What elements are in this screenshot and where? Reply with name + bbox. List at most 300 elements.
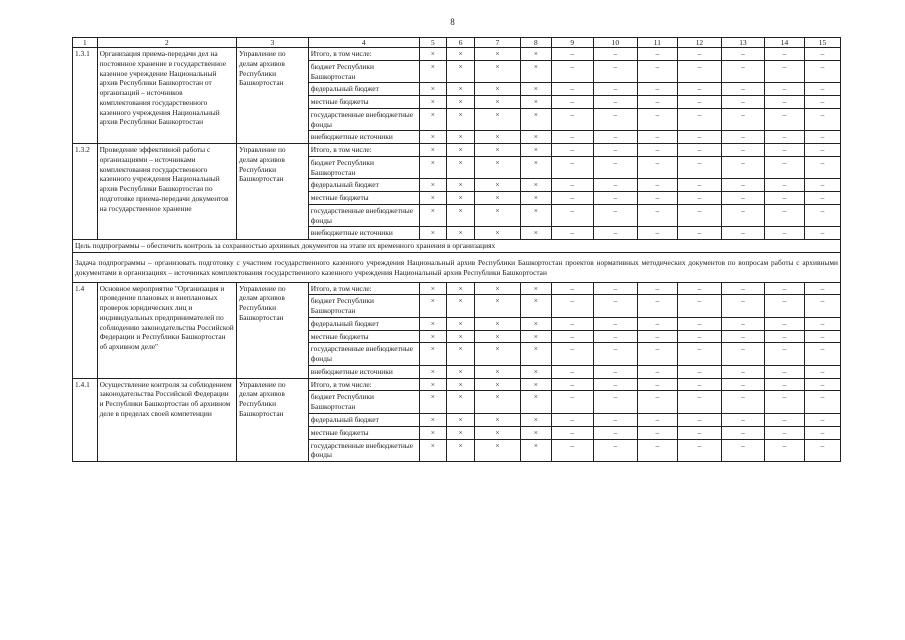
value-cell: ×	[521, 227, 552, 240]
funding-source-label: внебюджетные источники	[308, 131, 419, 144]
page-number: 8	[450, 17, 455, 27]
value-cell: ×	[419, 343, 447, 366]
value-cell: –	[677, 365, 721, 378]
value-cell: –	[677, 60, 721, 83]
value-cell: ×	[474, 227, 520, 240]
value-cell: ×	[521, 179, 552, 192]
col-header: 5	[419, 38, 447, 48]
value-cell: ×	[419, 295, 447, 318]
value-cell: ×	[521, 83, 552, 96]
value-cell: –	[677, 282, 721, 295]
value-cell: ×	[419, 378, 447, 391]
value-cell: –	[804, 365, 840, 378]
funding-source-label: внебюджетные источники	[308, 365, 419, 378]
value-cell: –	[804, 439, 840, 462]
value-cell: –	[804, 330, 840, 343]
value-cell: ×	[419, 439, 447, 462]
value-cell: ×	[447, 108, 475, 131]
value-cell: –	[765, 48, 805, 61]
item-executor: Управление по делам архивов Республики Башкортостан	[237, 378, 309, 461]
funding-source-label: бюджет Республики Башкортостан	[308, 60, 419, 83]
col-header: 6	[447, 38, 475, 48]
value-cell: –	[551, 378, 593, 391]
value-cell: –	[637, 227, 677, 240]
funding-source-label: федеральный бюджет	[308, 83, 419, 96]
value-cell: –	[677, 378, 721, 391]
col-header: 2	[97, 38, 236, 48]
value-cell: ×	[474, 391, 520, 414]
value-cell: –	[677, 156, 721, 179]
col-header: 7	[474, 38, 520, 48]
value-cell: ×	[419, 156, 447, 179]
value-cell: –	[765, 192, 805, 205]
value-cell: –	[551, 192, 593, 205]
value-cell: –	[593, 156, 637, 179]
value-cell: –	[721, 378, 764, 391]
funding-source-label: государственные внебюджетные фонды	[308, 343, 419, 366]
value-cell: ×	[419, 192, 447, 205]
value-cell: ×	[419, 330, 447, 343]
value-cell: –	[804, 317, 840, 330]
value-cell: ×	[474, 131, 520, 144]
value-cell: –	[637, 365, 677, 378]
value-cell: ×	[521, 144, 552, 157]
value-cell: ×	[474, 108, 520, 131]
value-cell: ×	[447, 391, 475, 414]
value-cell: –	[551, 204, 593, 227]
table-body-goal	[73, 240, 841, 282]
value-cell: –	[765, 365, 805, 378]
item-number: 1.3.1	[73, 48, 98, 144]
value-cell: –	[677, 83, 721, 96]
value-cell: –	[721, 391, 764, 414]
value-cell: –	[551, 131, 593, 144]
col-header: 13	[721, 38, 764, 48]
value-cell: ×	[521, 96, 552, 109]
funding-source-label: бюджет Республики Башкортостан	[308, 295, 419, 318]
value-cell: ×	[447, 365, 475, 378]
value-cell: –	[721, 413, 764, 426]
value-cell: ×	[474, 439, 520, 462]
value-cell: –	[637, 192, 677, 205]
value-cell: –	[593, 295, 637, 318]
item-name: Проведение эффективной работы с организациями – источниками комплектования государственного казенного учреждения Национальный архив Республики Башкортостан по подготовке приема-передачи документов на государственное хранение	[97, 144, 236, 240]
value-cell: ×	[521, 391, 552, 414]
value-cell: ×	[419, 83, 447, 96]
value-cell: ×	[447, 83, 475, 96]
funding-source-label: местные бюджеты	[308, 426, 419, 439]
value-cell: ×	[521, 317, 552, 330]
value-cell: –	[677, 426, 721, 439]
value-cell: –	[804, 96, 840, 109]
value-cell: –	[721, 83, 764, 96]
value-cell: ×	[521, 365, 552, 378]
value-cell: –	[721, 343, 764, 366]
value-cell: –	[593, 391, 637, 414]
value-cell: –	[677, 48, 721, 61]
value-cell: –	[677, 144, 721, 157]
value-cell: –	[804, 131, 840, 144]
value-cell: ×	[419, 108, 447, 131]
funding-source-label: Итого, в том числе:	[308, 48, 419, 61]
value-cell: ×	[474, 330, 520, 343]
item-name: Основное мероприятие "Организация и проведение плановых и внеплановых проверок юридических лиц и индивидуальных предпринимателей по соблюдению законодательства Российской Федерации и Республики Башкортостан об архивном деле"	[97, 282, 236, 378]
value-cell: ×	[447, 439, 475, 462]
funding-source-label: федеральный бюджет	[308, 179, 419, 192]
value-cell: ×	[521, 439, 552, 462]
funding-source-label: Итого, в том числе:	[308, 282, 419, 295]
value-cell: –	[637, 426, 677, 439]
value-cell: ×	[419, 282, 447, 295]
value-cell: –	[637, 96, 677, 109]
value-cell: –	[637, 48, 677, 61]
value-cell: ×	[474, 413, 520, 426]
value-cell: –	[637, 391, 677, 414]
value-cell: ×	[474, 282, 520, 295]
value-cell: –	[637, 282, 677, 295]
value-cell: ×	[447, 96, 475, 109]
value-cell: –	[804, 60, 840, 83]
value-cell: –	[551, 413, 593, 426]
value-cell: ×	[419, 48, 447, 61]
col-header: 4	[308, 38, 419, 48]
value-cell: –	[677, 227, 721, 240]
value-cell: –	[551, 426, 593, 439]
value-cell: ×	[521, 48, 552, 61]
col-header: 1	[73, 38, 98, 48]
value-cell: –	[677, 391, 721, 414]
value-cell: –	[721, 295, 764, 318]
value-cell: –	[637, 439, 677, 462]
value-cell: –	[765, 179, 805, 192]
value-cell: –	[593, 317, 637, 330]
value-cell: –	[551, 317, 593, 330]
task-text: Задача подпрограммы – организовать подготовку с участием государственного казенного учреждения Национальный архив Республики Башкортостан проектов нормативных методических документов по вопросам работы с архивными документами в организациях – источниках комплектования государственного казенного учреждения Национальный архив Республики Башкортостан	[73, 253, 841, 283]
value-cell: ×	[447, 413, 475, 426]
item-number: 1.4	[73, 282, 98, 378]
table-row	[73, 282, 841, 295]
value-cell: –	[637, 378, 677, 391]
value-cell: –	[637, 108, 677, 131]
value-cell: –	[765, 282, 805, 295]
funding-source-label: государственные внебюджетные фонды	[308, 204, 419, 227]
funding-source-label: Итого, в том числе:	[308, 378, 419, 391]
funding-source-label: федеральный бюджет	[308, 317, 419, 330]
value-cell: –	[593, 192, 637, 205]
funding-source-label: государственные внебюджетные фонды	[308, 439, 419, 462]
value-cell: –	[677, 96, 721, 109]
value-cell: –	[677, 131, 721, 144]
value-cell: –	[804, 179, 840, 192]
value-cell: ×	[419, 365, 447, 378]
value-cell: –	[765, 144, 805, 157]
value-cell: ×	[474, 156, 520, 179]
item-executor: Управление по делам архивов Республики Башкортостан	[237, 144, 309, 240]
funding-source-label: федеральный бюджет	[308, 413, 419, 426]
value-cell: ×	[419, 317, 447, 330]
col-header: 10	[593, 38, 637, 48]
value-cell: –	[677, 179, 721, 192]
value-cell: –	[804, 108, 840, 131]
value-cell: –	[804, 378, 840, 391]
value-cell: –	[677, 192, 721, 205]
value-cell: ×	[521, 131, 552, 144]
value-cell: –	[721, 204, 764, 227]
value-cell: –	[721, 227, 764, 240]
value-cell: –	[551, 282, 593, 295]
value-cell: –	[804, 156, 840, 179]
value-cell: ×	[474, 83, 520, 96]
value-cell: –	[765, 108, 805, 131]
value-cell: –	[721, 426, 764, 439]
table-row	[73, 378, 841, 391]
value-cell: –	[721, 179, 764, 192]
value-cell: –	[637, 144, 677, 157]
value-cell: ×	[521, 108, 552, 131]
value-cell: ×	[474, 343, 520, 366]
value-cell: ×	[419, 144, 447, 157]
value-cell: –	[677, 295, 721, 318]
value-cell: –	[593, 413, 637, 426]
table-body-upper	[73, 48, 841, 240]
value-cell: –	[551, 330, 593, 343]
value-cell: –	[551, 108, 593, 131]
value-cell: –	[677, 413, 721, 426]
value-cell: –	[593, 439, 637, 462]
value-cell: –	[593, 179, 637, 192]
value-cell: –	[551, 48, 593, 61]
value-cell: ×	[521, 343, 552, 366]
value-cell: ×	[474, 365, 520, 378]
value-cell: ×	[474, 295, 520, 318]
value-cell: ×	[447, 131, 475, 144]
value-cell: –	[551, 156, 593, 179]
value-cell: ×	[447, 179, 475, 192]
value-cell: –	[765, 295, 805, 318]
value-cell: –	[721, 317, 764, 330]
funding-source-label: внебюджетные источники	[308, 227, 419, 240]
value-cell: –	[721, 48, 764, 61]
value-cell: –	[551, 343, 593, 366]
value-cell: ×	[474, 60, 520, 83]
value-cell: ×	[419, 60, 447, 83]
value-cell: –	[765, 391, 805, 414]
value-cell: –	[677, 439, 721, 462]
value-cell: –	[593, 144, 637, 157]
value-cell: –	[593, 108, 637, 131]
item-number: 1.4.1	[73, 378, 98, 461]
value-cell: ×	[447, 204, 475, 227]
funding-source-label: бюджет Республики Башкортостан	[308, 156, 419, 179]
value-cell: –	[721, 156, 764, 179]
value-cell: –	[765, 439, 805, 462]
value-cell: –	[804, 343, 840, 366]
value-cell: –	[765, 60, 805, 83]
value-cell: ×	[521, 426, 552, 439]
value-cell: ×	[474, 48, 520, 61]
value-cell: ×	[521, 295, 552, 318]
value-cell: –	[637, 83, 677, 96]
col-header: 11	[637, 38, 677, 48]
value-cell: ×	[447, 60, 475, 83]
value-cell: –	[551, 60, 593, 83]
value-cell: –	[804, 83, 840, 96]
value-cell: –	[637, 60, 677, 83]
value-cell: ×	[521, 60, 552, 83]
value-cell: –	[677, 330, 721, 343]
value-cell: –	[637, 413, 677, 426]
value-cell: –	[765, 83, 805, 96]
value-cell: –	[804, 192, 840, 205]
value-cell: –	[637, 330, 677, 343]
value-cell: –	[804, 391, 840, 414]
value-cell: –	[765, 204, 805, 227]
value-cell: –	[721, 96, 764, 109]
value-cell: –	[765, 378, 805, 391]
value-cell: ×	[419, 179, 447, 192]
funding-source-label: государственные внебюджетные фонды	[308, 108, 419, 131]
value-cell: –	[593, 227, 637, 240]
value-cell: –	[765, 131, 805, 144]
value-cell: ×	[447, 330, 475, 343]
value-cell: –	[637, 317, 677, 330]
value-cell: ×	[447, 343, 475, 366]
value-cell: ×	[474, 317, 520, 330]
col-header: 8	[521, 38, 552, 48]
value-cell: –	[677, 108, 721, 131]
value-cell: –	[804, 227, 840, 240]
value-cell: –	[637, 156, 677, 179]
value-cell: –	[593, 60, 637, 83]
column-number-row	[73, 38, 841, 48]
value-cell: –	[551, 144, 593, 157]
funding-source-label: бюджет Республики Башкортостан	[308, 391, 419, 414]
goal-row	[73, 240, 841, 253]
value-cell: ×	[521, 204, 552, 227]
value-cell: –	[637, 179, 677, 192]
funding-source-label: местные бюджеты	[308, 96, 419, 109]
value-cell: –	[721, 60, 764, 83]
value-cell: –	[637, 204, 677, 227]
value-cell: –	[804, 144, 840, 157]
value-cell: –	[551, 179, 593, 192]
value-cell: ×	[474, 426, 520, 439]
value-cell: –	[765, 317, 805, 330]
value-cell: ×	[521, 192, 552, 205]
value-cell: –	[551, 439, 593, 462]
item-name: Осуществление контроля за соблюдением законодательства Российской Федерации и Республики Башкортостан об архивном деле в пределах своей компетенции	[97, 378, 236, 461]
value-cell: –	[551, 83, 593, 96]
value-cell: –	[804, 282, 840, 295]
value-cell: –	[593, 48, 637, 61]
value-cell: ×	[474, 204, 520, 227]
value-cell: ×	[474, 96, 520, 109]
funding-source-label: Итого, в том числе:	[308, 144, 419, 157]
item-number: 1.3.2	[73, 144, 98, 240]
value-cell: –	[804, 426, 840, 439]
value-cell: ×	[474, 144, 520, 157]
value-cell: –	[593, 365, 637, 378]
value-cell: –	[765, 227, 805, 240]
value-cell: ×	[419, 131, 447, 144]
value-cell: ×	[419, 96, 447, 109]
value-cell: –	[593, 83, 637, 96]
value-cell: –	[551, 295, 593, 318]
value-cell: –	[551, 96, 593, 109]
value-cell: –	[637, 343, 677, 366]
item-executor: Управление по делам архивов Республики Башкортостан	[237, 48, 309, 144]
value-cell: –	[804, 204, 840, 227]
value-cell: ×	[447, 317, 475, 330]
value-cell: ×	[447, 378, 475, 391]
value-cell: –	[593, 204, 637, 227]
value-cell: –	[804, 413, 840, 426]
value-cell: –	[765, 426, 805, 439]
value-cell: –	[593, 131, 637, 144]
value-cell: –	[721, 131, 764, 144]
value-cell: –	[551, 227, 593, 240]
value-cell: ×	[521, 156, 552, 179]
program-table	[72, 37, 841, 462]
value-cell: –	[721, 282, 764, 295]
col-header: 15	[804, 38, 840, 48]
value-cell: –	[721, 330, 764, 343]
value-cell: ×	[521, 378, 552, 391]
funding-source-label: местные бюджеты	[308, 330, 419, 343]
item-executor: Управление по делам архивов Республики Башкортостан	[237, 282, 309, 378]
value-cell: –	[721, 192, 764, 205]
goal-text: Цель подпрограммы – обеспечить контроль за сохранностью архивных документов на этапе их временного хранения в организациях	[73, 240, 841, 253]
value-cell: –	[593, 378, 637, 391]
value-cell: ×	[447, 48, 475, 61]
task-row	[73, 253, 841, 283]
value-cell: –	[804, 295, 840, 318]
value-cell: –	[593, 330, 637, 343]
funding-source-label: местные бюджеты	[308, 192, 419, 205]
value-cell: –	[637, 131, 677, 144]
value-cell: ×	[419, 204, 447, 227]
value-cell: –	[765, 343, 805, 366]
value-cell: –	[593, 343, 637, 366]
col-header: 3	[237, 38, 309, 48]
value-cell: –	[721, 365, 764, 378]
value-cell: –	[721, 144, 764, 157]
table-row	[73, 48, 841, 61]
value-cell: ×	[474, 179, 520, 192]
value-cell: –	[765, 413, 805, 426]
value-cell: –	[637, 295, 677, 318]
value-cell: ×	[521, 282, 552, 295]
item-name: Организация приема-передачи дел на постоянное хранение в государственное казенное учреждение Национальный архив Республики Башкортостан от организаций – источников комплектования государственного казенного учреждения Национальный архив Республики Башкортостан	[97, 48, 236, 144]
value-cell: ×	[521, 330, 552, 343]
value-cell: ×	[447, 192, 475, 205]
value-cell: –	[677, 204, 721, 227]
value-cell: ×	[447, 282, 475, 295]
value-cell: –	[593, 96, 637, 109]
col-header: 12	[677, 38, 721, 48]
value-cell: –	[551, 365, 593, 378]
value-cell: –	[593, 426, 637, 439]
table-body-lower	[73, 282, 841, 461]
table-row	[73, 144, 841, 157]
value-cell: ×	[447, 295, 475, 318]
value-cell: ×	[419, 413, 447, 426]
col-header: 9	[551, 38, 593, 48]
value-cell: –	[677, 317, 721, 330]
value-cell: ×	[447, 426, 475, 439]
value-cell: –	[721, 108, 764, 131]
value-cell: –	[721, 439, 764, 462]
